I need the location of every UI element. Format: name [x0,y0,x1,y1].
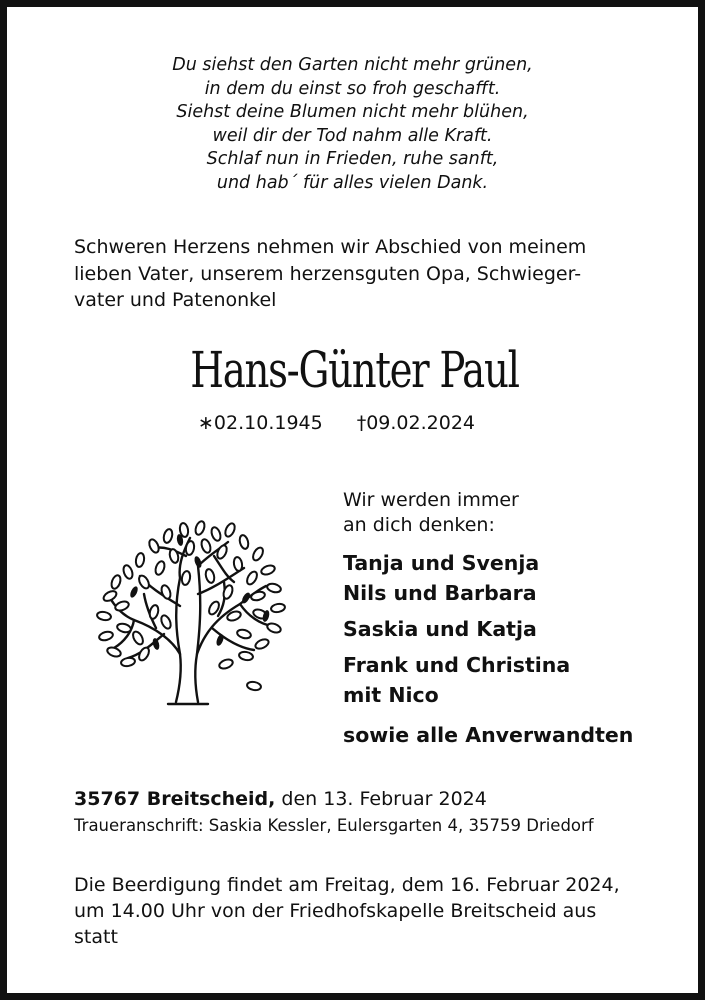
place-date [74,788,487,810]
funeral-line: Die Beerdigung findet am Freitag, dem 16. Februar 2024, [74,874,620,896]
mourner-line: Saskia und Katja [343,617,537,641]
mourning-address: Traueranschrift: Saskia Kessler, Eulersgarten 4, 35759 Driedorf [74,816,594,835]
deceased-name: Hans-Günter Paul [190,341,519,399]
funeral-line: um 14.00 Uhr von der Friedhofskapelle Breitscheid aus [74,900,597,922]
poem-line: und hab´ für alles vielen Dank. [216,172,489,193]
mourners [343,488,673,750]
mourner-group [343,650,673,710]
poem-line: Siehst deine Blumen nicht mehr blühen, [176,102,529,122]
intro-line: Schweren Herzens nehmen wir Abschied von meinem [74,236,587,258]
intro-text [74,234,644,314]
place-city: 35767 Breitscheid, [74,788,276,810]
mourner-line: Nils und Barbara [343,581,537,605]
tree-icon [94,516,288,712]
funeral-info [74,872,644,950]
death-date: †09.02.2024 [356,412,476,434]
note-line: Wir werden immer [343,489,519,511]
mourner-line: Tanja und Svenja [343,551,540,575]
birth-date: ∗02.10.1945 [198,412,323,434]
poem-line: Du siehst den Garten nicht mehr grünen, [172,55,533,75]
mourner-line: Frank und Christina [343,653,571,677]
mourner-group [343,720,673,750]
mourner-group [343,614,673,644]
funeral-line: statt [74,926,118,948]
place-date-text: den 13. Februar 2024 [275,788,487,810]
note-line: an dich denken: [343,514,495,536]
poem [0,54,705,195]
poem-line: in dem du einst so froh geschafft. [204,78,501,99]
mourner-group [343,548,673,608]
poem-line: weil dir der Tod nahm alle Kraft. [212,125,493,146]
mourner-line: mit Nico [343,683,439,707]
mourners-note [343,488,673,538]
intro-line: vater und Patenonkel [74,289,277,311]
intro-line: lieben Vater, unserem herzensguten Opa, Schwieger- [74,262,582,285]
mourner-line: sowie alle Anverwandten [343,723,634,747]
poem-line: Schlaf nun in Frieden, ruhe sanft, [206,149,499,169]
life-dates [198,412,475,434]
